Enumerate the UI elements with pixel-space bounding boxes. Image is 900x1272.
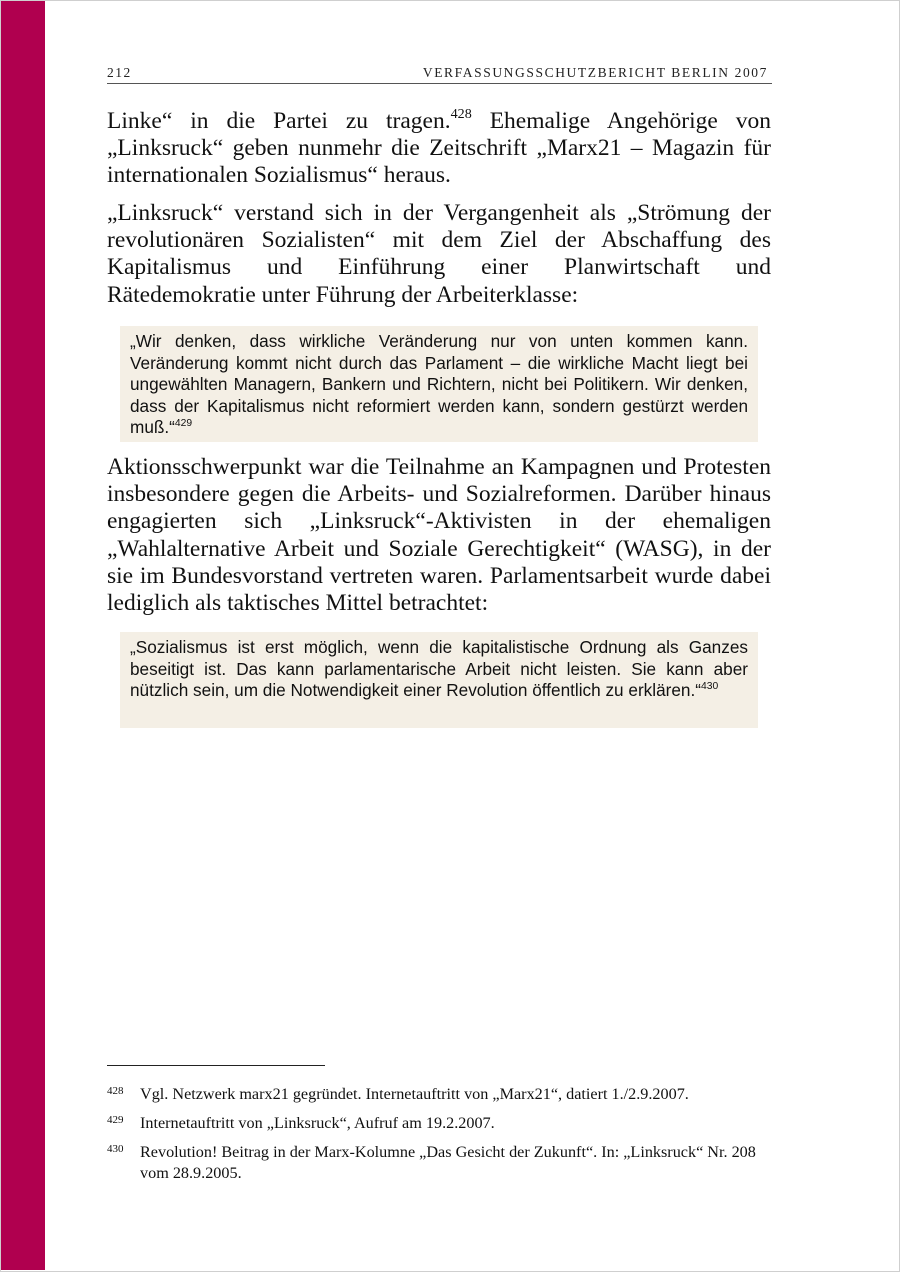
body-paragraph-1 — [107, 108, 771, 190]
paragraph-text: Linke“ in die Partei zu tragen. — [107, 108, 451, 134]
body-paragraph-3: Aktionsschwerpunkt war die Teilnahme an Kampagnen und Protesten insbesondere gegen die Arbeits- und Sozialreformen. Darüber hinaus engagierten sich „Linksruck“-Aktivisten in der ehemaligen „Wahlalternative Arbeit und Soziale Gerechtigkeit“ (WASG), in der sie im Bundesvorstand vertreten waren. Parlamentsarbeit wurde dabei lediglich als taktisches Mittel betrachtet: — [107, 454, 771, 617]
footnote-text: Vgl. Netzwerk marx21 gegründet. Internetauftritt von „Marx21“, datiert 1./2.9.2007. — [140, 1085, 689, 1103]
footnote-ref-429[interactable]: 429 — [174, 418, 193, 430]
footnote-ref-428[interactable]: 428 — [450, 106, 472, 123]
footnote-number: 429 — [107, 1114, 124, 1126]
sidebar-color-band — [1, 1, 45, 1270]
footnote-429 — [107, 1113, 772, 1134]
quote-body: „Sozialismus ist erst möglich, wenn die kapitalistische Ordnung als Ganzes beseitigt ist. Das kann parlamentarische Arbeit nicht leisten. Sie kann aber nützlich sein, um die Notwendigkeit einer Revolution öffentlich zu erklären.“ — [130, 637, 748, 701]
footnote-text: Revolution! Beitrag in der Marx-Kolumne „Das Gesicht der Zukunft“. In: „Linksruck“ Nr. 208 vom 28.9.2005. — [140, 1143, 756, 1182]
footnote-428 — [107, 1084, 772, 1105]
footnote-430 — [107, 1142, 772, 1184]
body-paragraph-2: „Linksruck“ verstand sich in der Vergangenheit als „Strömung der revolutionären Sozialisten“ mit dem Ziel der Abschaffung des Kapitalismus und Einführung einer Planwirtschaft und Rätedemokratie unter Führung der Arbeiterklasse: — [107, 200, 771, 308]
paragraph-text: Ehemalige Angehörige von „Linksruck“ geben nunmehr die Zeitschrift „Marx21 – Magazin für internationalen Sozialismus“ heraus. — [107, 108, 771, 189]
quote-body: „Wir denken, dass wirkliche Veränderung nur von unten kommen kann. Veränderung kommt nicht durch das Parlament – die wirkliche Macht liegt bei ungewählten Managern, Bankern und Richtern, nicht bei Politikern. Wir denken, dass der Kapitalismus nicht reformiert werden kann, sondern gestürzt werden muß.“ — [130, 331, 748, 438]
quote-text — [130, 331, 748, 439]
footnote-number: 428 — [107, 1085, 124, 1097]
page-number: 212 — [107, 65, 132, 80]
quote-text — [130, 637, 748, 702]
footnote-number: 430 — [107, 1143, 124, 1155]
quote-box-1 — [120, 326, 758, 442]
running-header — [107, 63, 772, 84]
running-title: VERFASSUNGSSCHUTZBERICHT BERLIN 2007 — [422, 65, 768, 80]
footnote-ref-430[interactable]: 430 — [701, 680, 719, 692]
quote-box-2 — [120, 632, 758, 728]
footnote-separator — [107, 1065, 325, 1066]
footnote-text: Internetauftritt von „Linksruck“, Aufruf am 19.2.2007. — [140, 1114, 495, 1132]
